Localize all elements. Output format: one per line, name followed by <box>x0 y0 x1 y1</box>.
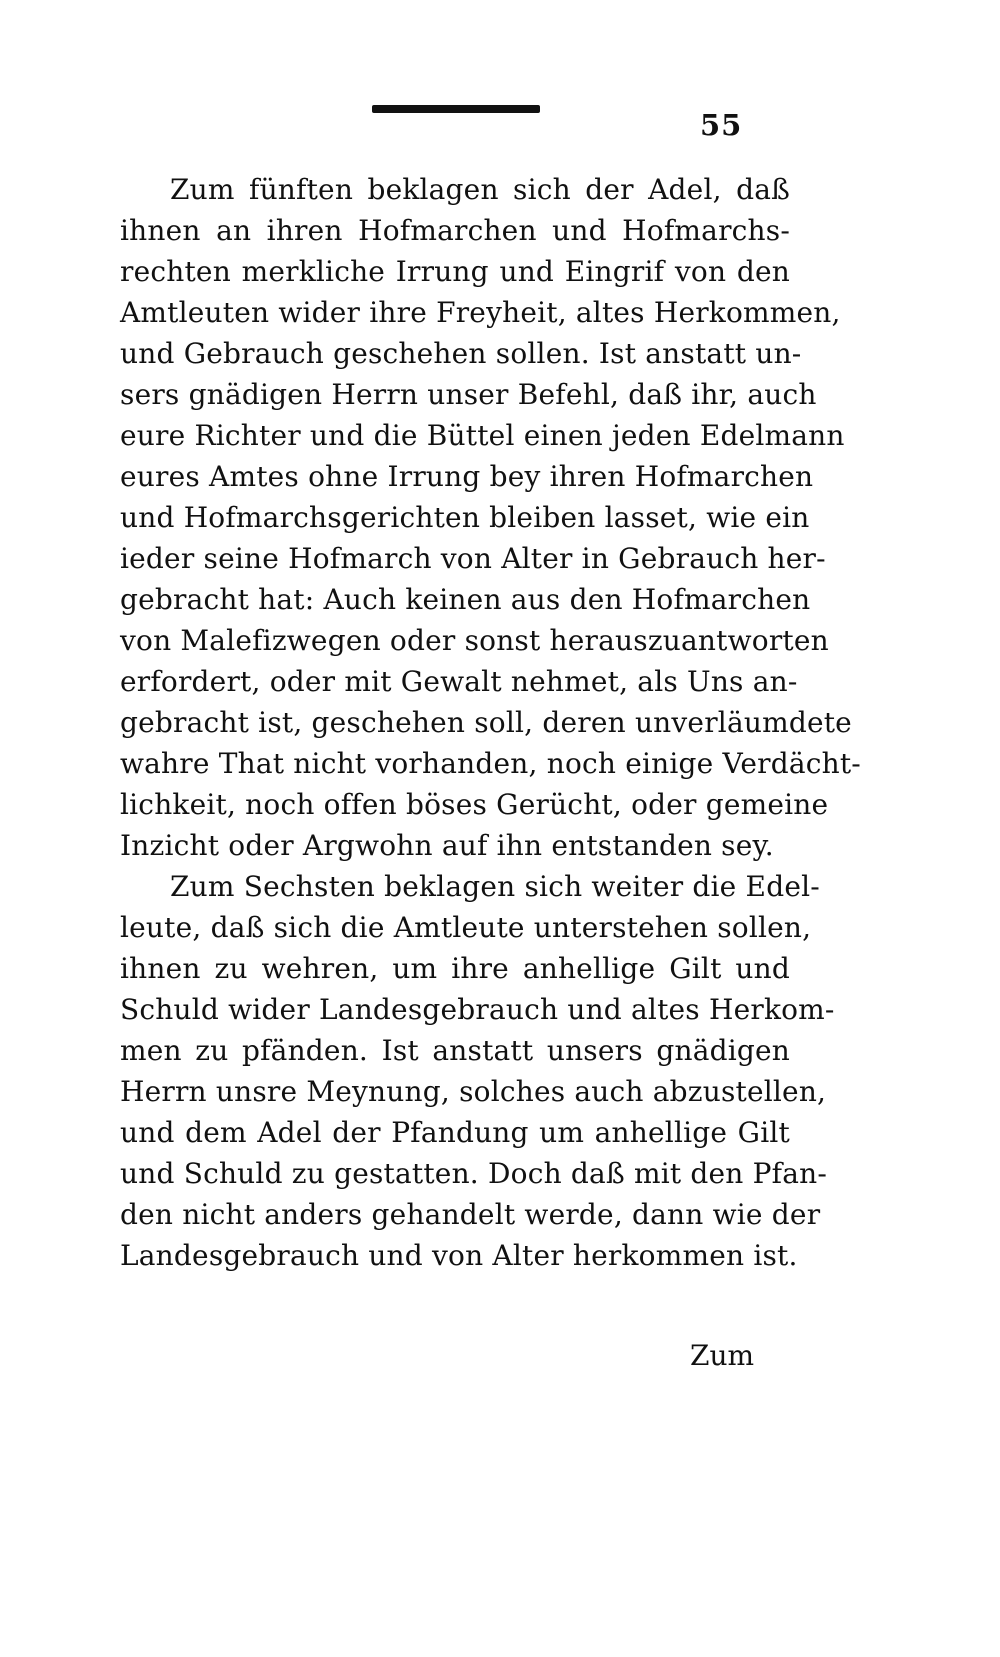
text-line: gebracht hat: Auch keinen aus den Hofmarchen <box>120 583 811 616</box>
text-line: Zum Sechsten beklagen sich weiter die Edel- <box>170 870 820 903</box>
text-line: und dem Adel der Pfandung um anhellige Gilt <box>120 1116 790 1149</box>
header-rule <box>372 105 540 113</box>
text-line: Schuld wider Landesgebrauch und altes Herkom- <box>120 993 835 1026</box>
text-line: den nicht anders gehandelt werde, dann wie der <box>120 1198 821 1231</box>
text-line: und Gebrauch geschehen sollen. Ist anstatt un- <box>120 337 802 370</box>
text-line: Inzicht oder Argwohn auf ihn entstanden sey. <box>120 829 774 862</box>
text-line: erfordert, oder mit Gewalt nehmet, als Uns an- <box>120 665 798 698</box>
text-line: lichkeit, noch offen böses Gerücht, oder gemeine <box>120 788 829 821</box>
text-line: ihnen zu wehren, um ihre anhellige Gilt und <box>120 952 790 985</box>
text-line: und Hofmarchsgerichten bleiben lasset, wie ein <box>120 501 810 534</box>
text-line: von Malefizwegen oder sonst herauszuantworten <box>120 624 829 657</box>
text-line: wahre That nicht vorhanden, noch einige Verdächt- <box>120 747 861 780</box>
text-line: rechten merkliche Irrung und Eingrif von den <box>120 255 790 288</box>
text-line: leute, daß sich die Amtleute unterstehen sollen, <box>120 911 812 944</box>
text-line: Landesgebrauch und von Alter herkommen ist. <box>120 1239 798 1272</box>
text-line: und Schuld zu gestatten. Doch daß mit den Pfan- <box>120 1157 828 1190</box>
text-line: ieder seine Hofmarch von Alter in Gebrauch her- <box>120 542 826 575</box>
text-line: eure Richter und die Büttel einen jeden Edelmann <box>120 419 845 452</box>
text-line: gebracht ist, geschehen soll, deren unverläumdete <box>120 706 852 739</box>
text-line: Amtleuten wider ihre Freyheit, altes Herkommen, <box>120 296 841 329</box>
page-number: 55 <box>700 108 743 142</box>
text-line: men zu pfänden. Ist anstatt unsers gnädigen <box>120 1034 790 1067</box>
text-line: eures Amtes ohne Irrung bey ihren Hofmarchen <box>120 460 814 493</box>
text-line: Herrn unsre Meynung, solches auch abzustellen, <box>120 1075 827 1108</box>
catchword: Zum <box>690 1339 755 1372</box>
text-line: ihnen an ihren Hofmarchen und Hofmarchs- <box>120 214 790 247</box>
text-line: Zum fünften beklagen sich der Adel, daß <box>170 173 790 206</box>
text-line: sers gnädigen Herrn unser Befehl, daß ihr, auch <box>120 378 817 411</box>
